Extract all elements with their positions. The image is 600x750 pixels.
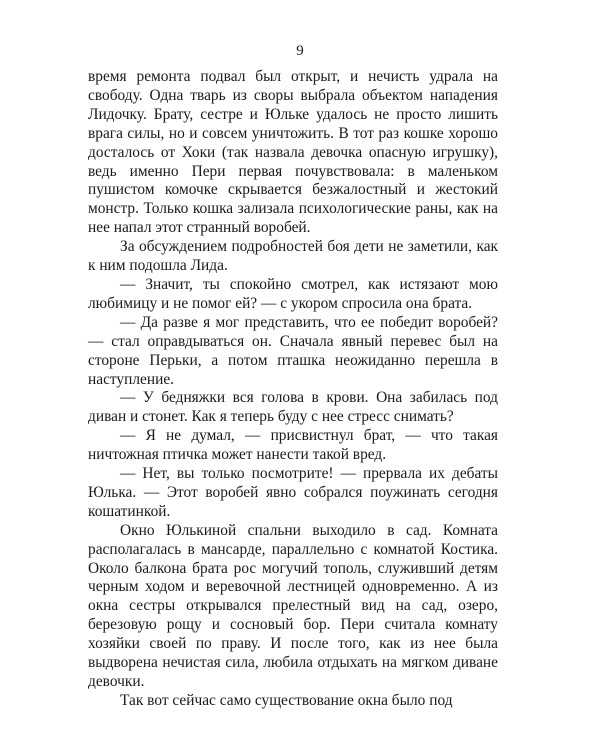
paragraph: Окно Юлькиной спальни выходило в сад. Комната располагалась в мансарде, параллельно с комнатой Костика. Около балкона брата рос могучий тополь, служивший детям черным ходом и веревочной лестницей одновременно. А из окна сестры открывался прелестный вид на сад, озеро, березовую рощу и сосновый бор. Пери считала комнату хозяйки своей по праву. И после того, как из нее была выдворена нечистая сила, любила отдыхать на мягком диване девочки. xyxy=(88,521,498,690)
paragraph: За обсуждением подробностей боя дети не заметили, как к ним подошла Лида. xyxy=(88,238,498,275)
page-number: 9 xyxy=(296,43,304,59)
paragraph-dialogue: — Значит, ты спокойно смотрел, как истязают мою любимицу и не помог ей? — с укором спросила она брата. xyxy=(88,275,498,312)
paragraph-dialogue: — Нет, вы только посмотрите! — прервала их дебаты Юлька. — Этот воробей явно собрался поужинать сегодня кошатинкой. xyxy=(88,465,498,520)
paragraph-dialogue: — У бедняжки вся голова в крови. Она забилась под диван и стонет. Как я теперь буду с нее стресс снимать? xyxy=(88,389,498,426)
paragraph-continuation: время ремонта подвал был открыт, и нечисть удрала на свободу. Одна тварь из своры выбрала объектом нападения Лидочку. Брату, сестре и Юльке удалось не просто лишить врага силы, но и совсем уничтожить. В тот раз кошке хорошо досталось от Хоки (так назвала девочка опасную игрушку), ведь именно Пери первая почувствовала: в маленьком пушистом комочке скрывается безжалостный и жестокий монстр. Только кошка зализала психологические раны, как на нее напал этот странный воробей. xyxy=(88,68,498,237)
paragraph-dialogue: — Я не думал, — присвистнул брат, — что такая ничтожная птичка может нанести такой вред. xyxy=(88,427,498,464)
page-text xyxy=(88,68,498,711)
paragraph-last: Так вот сейчас само существование окна было под xyxy=(120,691,453,709)
paragraph-dialogue: — Да разве я мог представить, что ее победит воробей? — стал оправдываться он. Сначала явный перевес был на стороне Перьки, а потом пташка неожиданно перешла в наступление. xyxy=(88,313,498,388)
